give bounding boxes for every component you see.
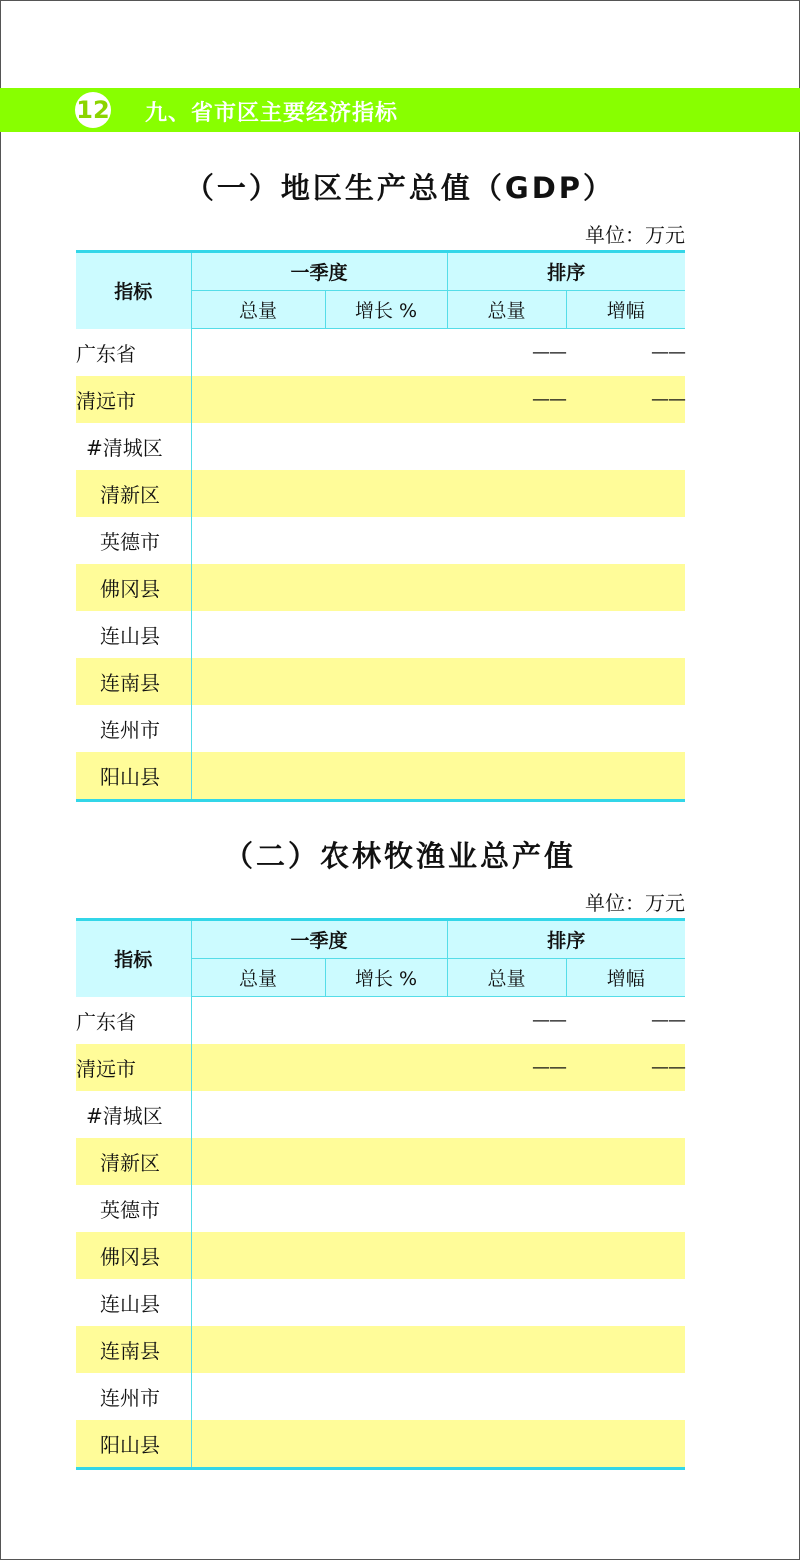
row-name: 佛冈县 [76,564,191,611]
cell: —— [447,1044,566,1091]
cell [566,1326,685,1373]
cell [447,1420,566,1469]
cell [325,1279,447,1326]
cell [325,1091,447,1138]
cell [191,1279,325,1326]
cell [191,1373,325,1420]
cell [447,752,566,801]
cell [325,1044,447,1091]
cell [191,1091,325,1138]
cell [325,564,447,611]
row-name: 英德市 [76,1185,191,1232]
cell [447,1232,566,1279]
cell [447,705,566,752]
cell: —— [566,376,685,423]
cell: —— [532,342,567,363]
table-row [76,517,685,564]
cell [191,1185,325,1232]
row-name: #清城区 [76,423,191,470]
cell [566,564,685,611]
table-row [76,423,685,470]
row-name: 清远市 [76,1044,191,1091]
header-indicator: 指标 [76,920,191,997]
cell [566,1420,685,1469]
page-number-badge: 12 [75,92,111,128]
header-growth: 增长 % [325,959,447,997]
unit-label: 单位：万元 [585,223,685,247]
cell [191,997,325,1045]
cell: —— [651,1010,686,1031]
table-row [76,376,685,423]
row-name: 阳山县 [76,752,191,801]
cell [191,611,325,658]
table-row [76,1373,685,1420]
cell [566,658,685,705]
row-name: 阳山县 [76,1420,191,1469]
table-row [76,1091,685,1138]
table-row [76,1279,685,1326]
cell [447,1326,566,1373]
cell [191,564,325,611]
cell [566,1138,685,1185]
cell [191,705,325,752]
gdp-table [76,250,685,802]
cell [566,517,685,564]
cell [191,1138,325,1185]
unit-label: 单位：万元 [585,891,685,915]
chapter-title: 九、省市区主要经济指标 [145,101,399,126]
cell [447,1185,566,1232]
cell [191,1044,325,1091]
header-rank-growth: 增幅 [566,959,685,997]
cell [325,517,447,564]
cell [447,1138,566,1185]
header-growth: 增长 % [325,291,447,329]
cell [191,423,325,470]
cell [191,752,325,801]
section-title-agriculture: （二）农林牧渔业总产值 [223,839,576,873]
row-name: 广东省 [76,329,191,377]
cell [191,1232,325,1279]
cell [325,1420,447,1469]
cell [447,1373,566,1420]
cell [566,1185,685,1232]
cell [325,329,447,377]
header-rank-growth: 增幅 [566,291,685,329]
table-row [76,1044,685,1091]
header-rank-total: 总量 [447,291,566,329]
table-row [76,997,685,1045]
row-name: 连州市 [76,1373,191,1420]
header-total: 总量 [191,291,325,329]
cell [447,658,566,705]
cell [325,1185,447,1232]
row-name: 清远市 [76,376,191,423]
header-rank-total: 总量 [447,959,566,997]
row-name: 连州市 [76,705,191,752]
cell [191,658,325,705]
cell [325,1326,447,1373]
cell [566,1373,685,1420]
header-rank: 排序 [447,920,685,959]
cell: —— [651,342,686,363]
cell [566,705,685,752]
cell [566,1091,685,1138]
row-name: 清新区 [76,470,191,517]
cell [566,423,685,470]
cell [191,376,325,423]
cell [447,423,566,470]
cell [447,470,566,517]
cell [325,1138,447,1185]
cell [447,1091,566,1138]
row-name: 连南县 [76,1326,191,1373]
header-q1: 一季度 [191,252,447,291]
cell [325,470,447,517]
table-row [76,1420,685,1469]
header-rank: 排序 [447,252,685,291]
cell [191,470,325,517]
row-name: 连山县 [76,611,191,658]
cell [325,376,447,423]
cell [325,1373,447,1420]
cell: —— [532,1010,567,1031]
cell [325,997,447,1045]
row-name: 英德市 [76,517,191,564]
cell [191,1420,325,1469]
cell [191,1326,325,1373]
cell [191,329,325,377]
cell [566,1232,685,1279]
row-name: 佛冈县 [76,1232,191,1279]
row-name: 连南县 [76,658,191,705]
cell [325,611,447,658]
cell [566,1279,685,1326]
cell: —— [566,1044,685,1091]
agriculture-table [76,918,685,1470]
cell [325,705,447,752]
cell [325,658,447,705]
table-row [76,1185,685,1232]
cell [325,752,447,801]
cell [325,1232,447,1279]
table-row [76,1232,685,1279]
table-row [76,470,685,517]
chapter-banner [0,88,800,132]
cell [191,517,325,564]
cell [447,611,566,658]
cell [566,470,685,517]
cell [447,1279,566,1326]
header-indicator: 指标 [76,252,191,329]
header-total: 总量 [191,959,325,997]
table-row [76,705,685,752]
row-name: #清城区 [76,1091,191,1138]
cell [447,517,566,564]
table-row [76,1138,685,1185]
cell [325,423,447,470]
row-name: 清新区 [76,1138,191,1185]
table-row [76,1326,685,1373]
table-row [76,611,685,658]
header-q1: 一季度 [191,920,447,959]
table-row [76,658,685,705]
table-row [76,564,685,611]
row-name: 连山县 [76,1279,191,1326]
cell [566,752,685,801]
table-row [76,329,685,377]
table-row [76,752,685,801]
cell [447,564,566,611]
row-name: 广东省 [76,997,191,1045]
cell: —— [447,376,566,423]
section-title-gdp: （一）地区生产总值（GDP） [184,171,616,205]
cell [566,611,685,658]
